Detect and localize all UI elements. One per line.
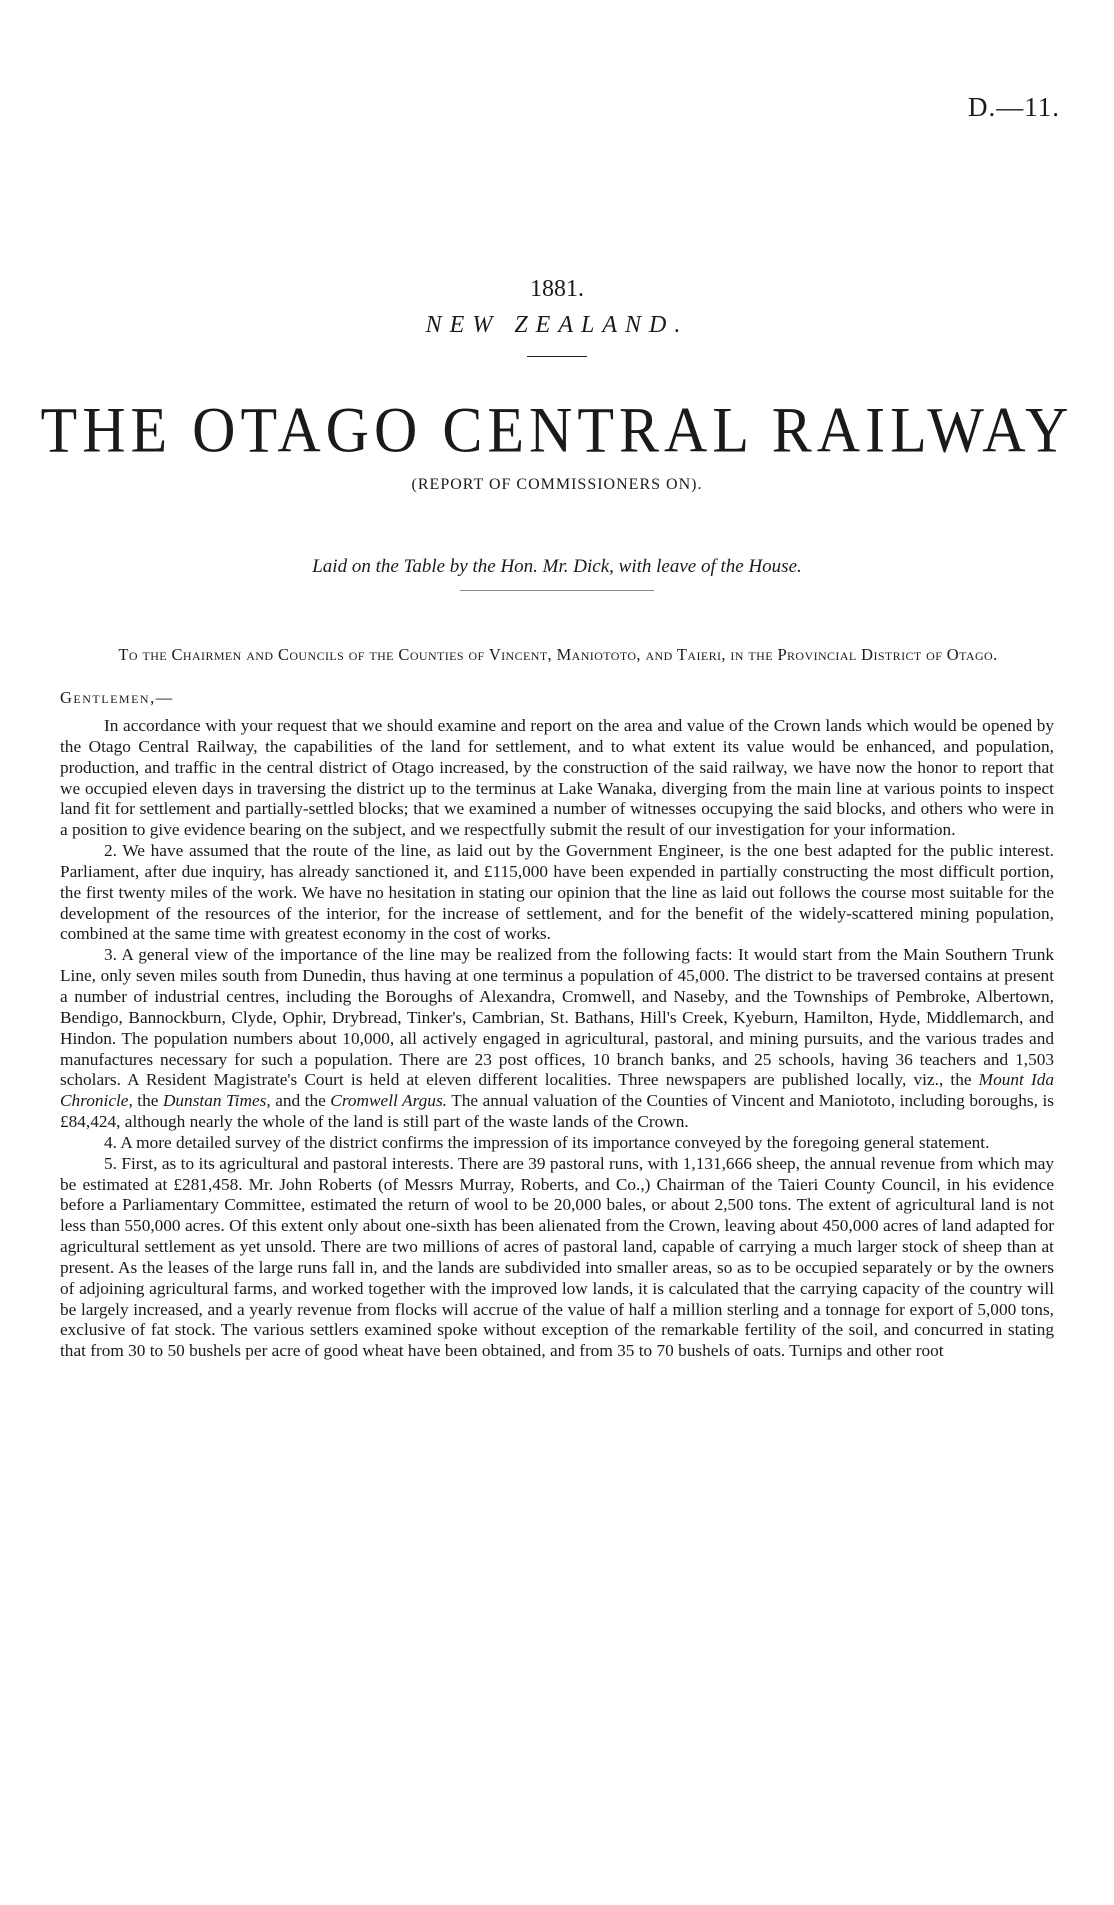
paragraph-text: 2. We have assumed that the route of the line, as laid out by the Government Engineer, is the one best adapted for the public interest. Parliament, after due inquiry, has already sanctioned it, and £115,000 have been expended in partially constructing the most difficult portion, the first twenty miles of the work. We have no hesitation in stating our opinion that the line as laid out follows the course most suitable for the development of the resources of the interior, for the increase of settlement, and for the benefit of the widely-scattered mining population, combined at the same time with greatest economy in the cost of works. [60,841,1054,944]
paragraph-4 [60,1133,1054,1154]
newspaper-title: Dunstan Times, [162,1091,271,1111]
paragraph-text: the [132,1091,163,1111]
newspaper-title: Mount Ida Chronicle, [60,1070,1054,1111]
paragraph-text: 4. A more detailed survey of the district confirms the impression of its importance conveyed by the foregoing general statement. [104,1132,990,1152]
paragraph-text: and the [270,1091,331,1111]
country-heading: NEW ZEALAND. [425,312,689,338]
letter-salutation: Gentlemen,— [60,688,174,707]
paragraph-3 [60,945,1054,1133]
document-subtitle: (REPORT OF COMMISSIONERS ON). [411,476,703,493]
paragraph-2 [60,841,1054,945]
report-body [60,716,1054,1362]
paragraph-1 [60,716,1054,841]
short-divider-rule [527,356,587,357]
document-year: 1881. [530,276,584,302]
document-title: THE OTAGO CENTRAL RAILWAY [40,394,1074,466]
paragraph-text: 5. First, as to its agricultural and pastoral interests. There are 39 pastoral runs, with 1,131,666 sheep, the annual revenue from which may be estimated at £281,458. Mr. John Roberts (of Messrs Murray, Roberts, and Co.,) Chairman of the Taieri County Council, in his evidence before a Parliamentary Committee, estimated the return of wool to be 20,000 bales, or about 2,500 tons. The extent of agricultural land is not less than 550,000 acres. Of this extent only about one-sixth has been alienated from the Crown, leaving about 450,000 acres of land adapted for agricultural settlement as yet unsold. There are two millions of acres of pastoral land, capable of carrying a much larger stock of sheep than at present. As the leases of the large runs fall in, and the lands are subdivided into smaller areas, so as to be occupied separately or by the owners of adjoining agricultural farms, and worked together with the improved low lands, it is calculated that the carrying capacity of the country will be largely increased, and a yearly revenue from flocks will accrue of the value of half a million sterling and a tonnage for export of 5,000 tons, exclusive of fat stock. The various settlers examined spoke without exception of the remarkable fertility of the soil, and concurred in stating that from 30 to 50 bushels per acre of good wheat have been obtained, and from 35 to 70 bushels of oats. Turnips and other root [60,1153,1054,1361]
paragraph-5 [60,1154,1054,1362]
letter-address: To the Chairmen and Councils of the Counties of Vincent, Maniototo, and Taieri, in the Provincial District of Otago. [118,645,998,664]
paragraph-text: The annual valuation of the Counties of Vincent and Maniototo, including boroughs, is £84,424, although nearly the whole of the land is still part of the waste lands of the Crown. [60,1091,1055,1132]
page-reference: D.—11. [968,92,1060,122]
paragraph-text: 3. A general view of the importance of the line may be realized from the following facts: It would start from the Main Southern Trunk Line, only seven miles south from Dunedin, thus having at one terminus a population of 45,000. The district to be traversed contains at present a number of industrial centres, including the Boroughs of Alexandra, Cromwell, and Naseby, and the Townships of Pembroke, Albertown, Bendigo, Bannockburn, Clyde, Ophir, Drybread, Tinker's, Cambrian, St. Bathans, Hill's Creek, Kyeburn, Hamilton, Hyde, Middlemarch, and Hindon. The population numbers about 10,000, all actively engaged in agricultural, pastoral, and mining pursuits, and the various trades and manufactures necessary for such a population. There are 23 post offices, 10 branch banks, and 25 schools, having 36 teachers and 1,503 scholars. A Resident Magistrate's Court is held at eleven different localities. Three newspapers are published locally, viz., the [60,945,1054,1090]
paragraph-text: In accordance with your request that we should examine and report on the area and value of the Crown lands which would be opened by the Otago Central Railway, the capabilities of the land for settlement, and to what extent its value would be enhanced, and population, production, and traffic in the central district of Otago increased, by the construction of the said railway, we have now the honor to report that we occupied eleven days in traversing the district up to the terminus at Lake Wanaka, diverging from the main line at various points to inspect land fit for settlement and partially-settled blocks; that we examined a number of witnesses occupying the said blocks, and others who were in a position to give evidence bearing on the subject, and we respectfully submit the result of our investigation for your information. [60,716,1054,840]
newspaper-title: Cromwell Argus. [330,1091,447,1111]
long-divider-rule [460,590,654,591]
laid-on-table-note: Laid on the Table by the Hon. Mr. Dick, with leave of the House. [312,556,802,577]
